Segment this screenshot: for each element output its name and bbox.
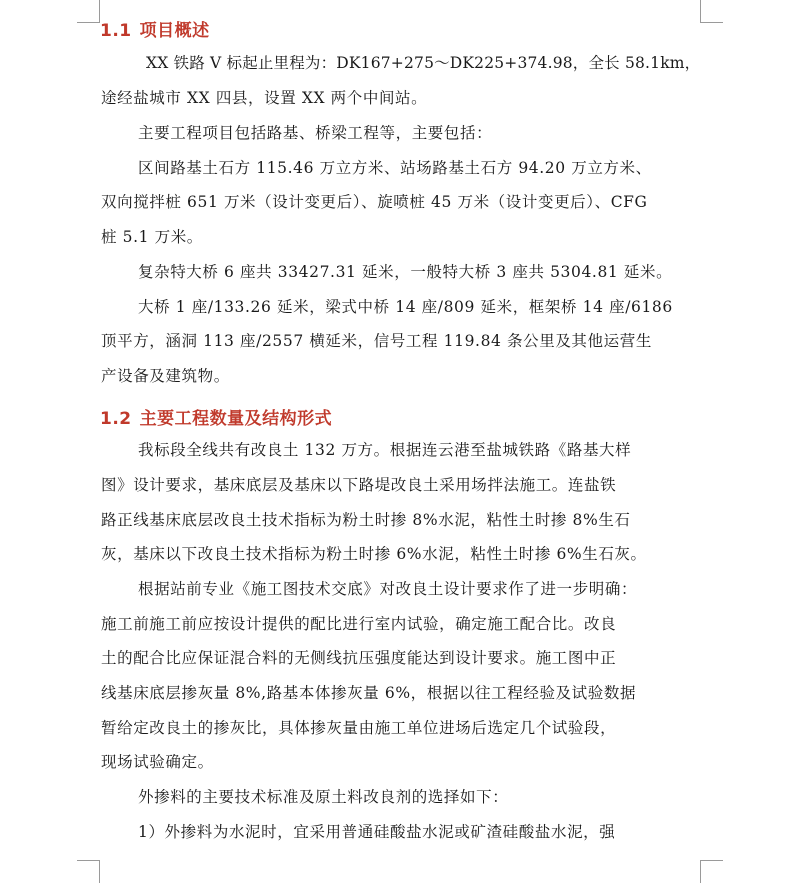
crop-mark-bottom-right [700,860,723,883]
section-1-line-3: 主要工程项目包括路基、桥梁工程等，主要包括： [138,124,493,142]
section-2-line-5: 根据站前专业《施工图技术交底》对改良土设计要求作了进一步明确： [138,580,638,598]
crop-mark-bottom-left [77,860,100,883]
section-1-number: 1.1 [100,21,132,41]
section-1-line-2: 途经盐城市 XX 四县，设置 XX 两个中间站。 [101,89,428,107]
section-1-line-10: 产设备及建筑物。 [101,367,230,385]
section-1-title: 项目概述 [139,21,210,41]
section-2-number: 1.2 [100,409,132,429]
section-2-line-1: 我标段全线共有改良土 132 万方。根据连云港至盐城铁路《路基大样 [138,441,632,459]
section-2-line-12: 1）外掺料为水泥时，宜采用普通硅酸盐水泥或矿渣硅酸盐水泥，强 [138,823,616,841]
section-2-line-6: 施工前施工前应按设计提供的配比进行室内试验，确定施工配合比。改良 [101,615,617,633]
section-1-line-1: XX 铁路 V 标起止里程为：DK167+275～DK225+374.98，全长 58.1km， [146,54,701,72]
section-2-line-2: 图》设计要求，基床底层及基床以下路堤改良土采用场拌法施工。连盐铁 [101,476,617,494]
section-2-line-11: 外掺料的主要技术标准及原土料改良剂的选择如下： [138,788,509,806]
section-2-line-9: 暂给定改良土的掺灰比，具体掺灰量由施工单位进场后选定几个试验段， [101,719,617,737]
section-2-line-8: 线基床底层掺灰量 8%,路基本体掺灰量 6%，根据以往工程经验及试验数据 [101,684,637,702]
crop-mark-top-right [700,0,723,23]
section-2-title: 主要工程数量及结构形式 [139,409,333,429]
section-1-line-9: 顶平方，涵洞 113 座/2557 横延米，信号工程 119.84 条公里及其他运营生 [101,332,652,350]
section-1-line-4: 区间路基土石方 115.46 万立方米、站场路基土石方 94.20 万立方米、 [138,159,652,177]
section-2-line-10: 现场试验确定。 [101,753,214,771]
section-1-line-8: 大桥 1 座/133.26 延米，梁式中桥 14 座/809 延米，框架桥 14 座/6186 [138,298,673,316]
section-2-line-7: 土的配合比应保证混合料的无侧线抗压强度能达到设计要求。施工图中正 [101,649,617,667]
section-1-line-6: 桩 5.1 万米。 [101,228,203,246]
section-1-heading [100,16,210,41]
section-2-heading [100,404,332,429]
section-2-line-3: 路正线基床底层改良土技术指标为粉土时掺 8%水泥，粘性土时掺 8%生石 [101,511,631,529]
section-1-line-7: 复杂特大桥 6 座共 33427.31 延米，一般特大桥 3 座共 5304.81 延米。 [138,263,673,281]
section-1-line-5: 双向搅拌桩 651 万米（设计变更后）、旋喷桩 45 万米（设计变更后）、CFG [101,193,648,211]
section-2-line-4: 灰，基床以下改良土技术指标为粉土时掺 6%水泥，粘性土时掺 6%生石灰。 [101,545,647,563]
crop-mark-top-left [77,0,100,23]
